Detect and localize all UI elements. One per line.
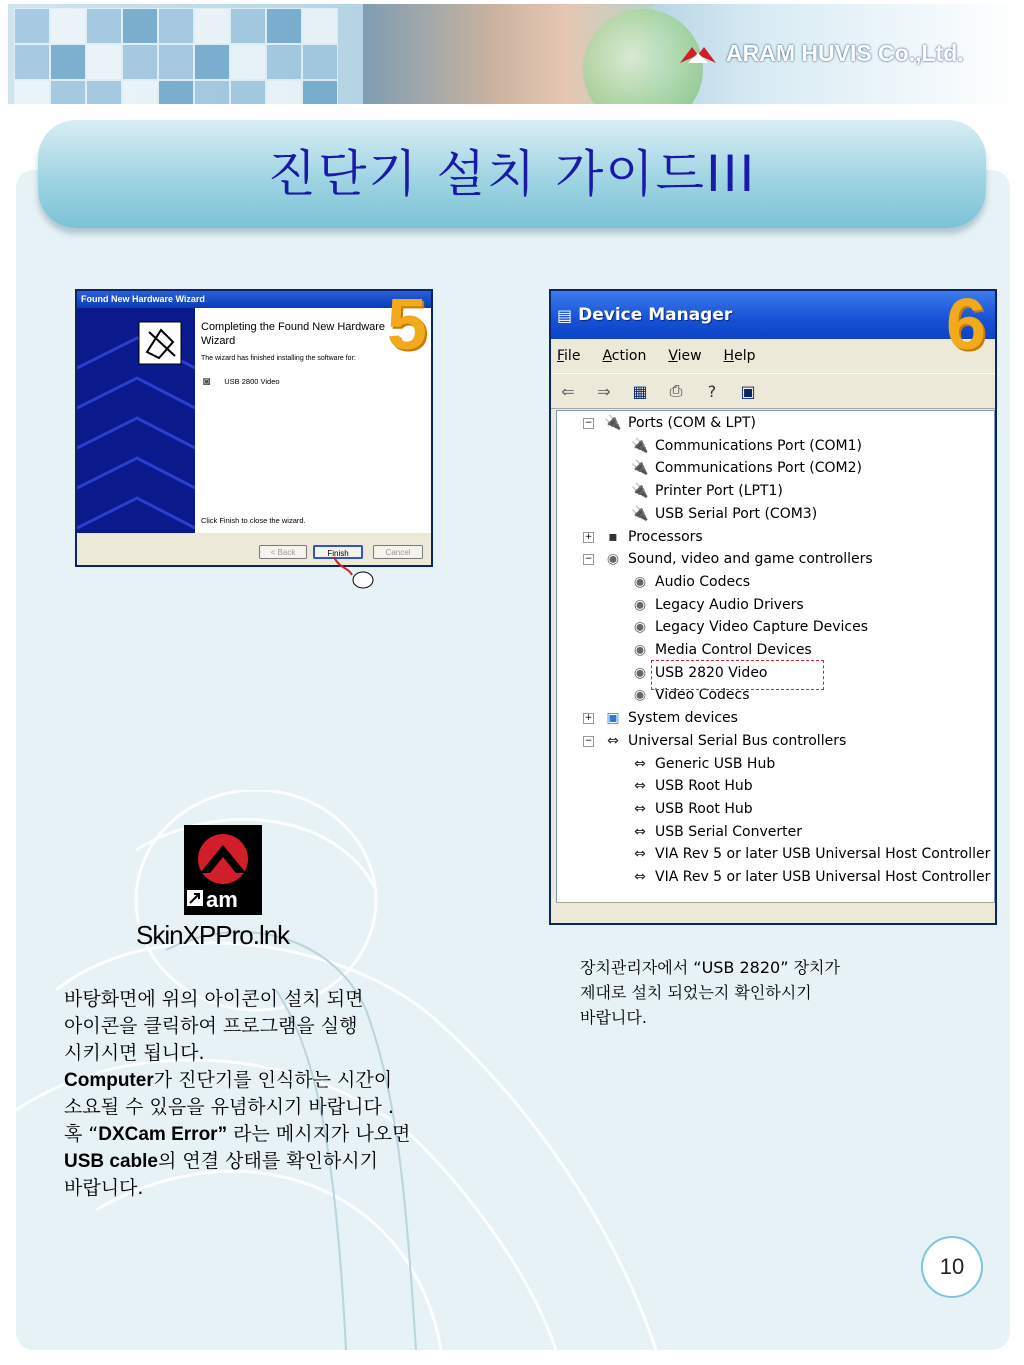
tree-item[interactable] <box>604 526 703 548</box>
wizard-side-graphic <box>77 308 195 533</box>
instruction-line: 소요될 수 있음을 유념하시기 바랍니다 . <box>64 1096 394 1118</box>
banner-tile <box>266 44 302 80</box>
tree-expander[interactable]: − <box>584 554 593 565</box>
instruction-line: 바랍니다. <box>64 1177 144 1199</box>
banner-tile <box>194 8 230 44</box>
instruction-line <box>64 1121 504 1148</box>
highlight-box <box>651 660 824 690</box>
tree-item-label: Printer Port (LPT1) <box>655 483 783 500</box>
instruction-line <box>64 1148 504 1175</box>
tree-item[interactable] <box>631 821 802 843</box>
usb-icon: ⇔ <box>634 846 646 863</box>
tree-item-label: VIA Rev 5 or later USB Universal Host Controller <box>655 846 991 863</box>
instruction-bold: DXCam Error” <box>98 1124 228 1145</box>
tree-item-label: USB Root Hub <box>655 800 753 817</box>
instruction-line: 시키시면 됩니다. <box>64 1042 205 1064</box>
menu-file[interactable]: File <box>557 348 581 364</box>
tree-item[interactable] <box>631 435 862 457</box>
banner-tile <box>86 44 122 80</box>
wizard-side-pattern <box>77 308 195 533</box>
tree-item[interactable] <box>604 412 756 434</box>
tree-item[interactable] <box>631 798 753 820</box>
menu-help[interactable]: Help <box>723 348 756 364</box>
print-icon[interactable]: ⎙ <box>669 381 683 400</box>
banner-tile <box>230 8 266 44</box>
tree-item-label: Ports (COM & LPT) <box>628 415 756 431</box>
tree-expander[interactable]: + <box>584 531 593 542</box>
tree-item-label: USB Serial Converter <box>655 823 802 840</box>
instruction-pre: 혹 “ <box>64 1123 99 1145</box>
instruction-text <box>64 986 504 1202</box>
tree-item[interactable] <box>631 480 783 502</box>
usb-icon: ⇔ <box>634 778 646 795</box>
page-title: 진단기 설치 가이드III <box>267 145 757 203</box>
banner-tile <box>122 44 158 80</box>
sound-icon: ◉ <box>633 687 647 704</box>
tree-item-label: Universal Serial Bus controllers <box>628 732 847 749</box>
sound-icon: ◉ <box>633 573 647 590</box>
back-arrow-icon[interactable]: ⇐ <box>561 381 575 401</box>
tree-expander[interactable]: + <box>584 713 593 724</box>
back-button[interactable]: < Back <box>259 545 307 559</box>
device-manager-note <box>580 955 960 1030</box>
help-icon[interactable]: ? <box>707 381 717 401</box>
shortcut-label: SkinXPPro.lnk <box>136 920 290 950</box>
device-manager-window <box>549 289 997 925</box>
cancel-button[interactable]: Cancel <box>373 545 423 559</box>
processor-icon: ▪ <box>608 528 618 545</box>
port-icon: 🔌 <box>604 415 622 431</box>
instruction-line: 바탕화면에 위의 아이콘이 설치 되면 <box>64 988 364 1010</box>
banner-tile <box>302 80 338 104</box>
sound-icon: ◉ <box>633 596 647 613</box>
banner-tile <box>86 8 122 44</box>
company-name: ARAM HUVIS Co.,Ltd. <box>726 40 964 66</box>
tree-item[interactable] <box>631 639 812 661</box>
tree-item-label: Processors <box>628 528 703 545</box>
usb-icon: ⇔ <box>634 869 646 885</box>
tree-item-label: Legacy Video Capture Devices <box>655 619 869 636</box>
instruction-rest: 의 연결 상태를 확인하시기 <box>157 1150 378 1172</box>
banner-tile <box>50 80 86 104</box>
tree-item[interactable] <box>631 775 753 797</box>
note-line: 바랍니다. <box>580 1008 647 1027</box>
forward-arrow-icon[interactable]: ⇒ <box>597 381 611 401</box>
page-number: 10 <box>921 1236 983 1298</box>
tree-item[interactable] <box>631 616 868 638</box>
step-number-6: 6 <box>946 285 987 365</box>
sound-icon: ◉ <box>633 642 647 658</box>
tree-item-label: USB Root Hub <box>655 778 753 795</box>
banner-tile <box>86 80 122 104</box>
banner-tile <box>158 44 194 80</box>
banner-tile <box>266 80 302 104</box>
wizard-finished-text: The wizard has finished installing the software for: <box>201 355 356 362</box>
step-number-5: 5 <box>387 285 428 365</box>
sound-icon: ◉ <box>606 551 620 568</box>
tree-item-label: VIA Rev 5 or later USB Universal Host Controller <box>655 869 991 885</box>
tree-item-label: Media Control Devices <box>655 642 812 658</box>
hardware-wizard-window <box>75 289 433 567</box>
toolbar <box>551 373 995 409</box>
instruction-line: 아이콘을 클릭하여 프로그램을 실행 <box>64 1015 358 1037</box>
finish-button[interactable]: Finish <box>313 545 363 559</box>
computer-icon: ▤ <box>557 305 573 325</box>
shortcut-icon-text: am <box>206 887 238 912</box>
tree-item[interactable] <box>631 866 990 888</box>
tree-item-label: USB Serial Port (COM3) <box>655 505 818 522</box>
device-manager-titlebar <box>551 291 995 339</box>
device-tree <box>556 410 995 903</box>
tree-item-label: Sound, video and game controllers <box>628 551 873 568</box>
tree-item[interactable] <box>631 594 804 616</box>
wizard-titlebar: Found New Hardware Wizard <box>77 291 431 308</box>
properties-icon[interactable]: ▦ <box>632 381 648 401</box>
company-logo-icon <box>678 43 718 65</box>
tree-item-label: USB 2820 Video <box>655 664 768 681</box>
banner-tile <box>122 8 158 44</box>
tree-item[interactable] <box>604 548 873 570</box>
tree-item[interactable] <box>631 753 775 775</box>
banner-tile <box>158 80 194 104</box>
menu-view[interactable]: View <box>668 348 702 364</box>
banner-tile <box>230 44 266 80</box>
banner-tile <box>302 44 338 80</box>
banner-tile <box>14 80 50 104</box>
tree-item-label: Video Codecs <box>655 687 750 704</box>
wizard-close-text: Click Finish to close the wizard. <box>201 516 306 525</box>
banner-tile <box>194 80 230 104</box>
aram-logo-icon <box>184 825 262 915</box>
camera-icon: ◙ <box>203 374 211 388</box>
tree-item-label: System devices <box>628 710 738 727</box>
banner-tile <box>50 44 86 80</box>
tree-item[interactable] <box>631 571 750 593</box>
header-banner <box>8 4 1019 104</box>
instruction-bold: USB cable <box>64 1151 158 1172</box>
menu-bar <box>551 339 995 373</box>
instruction-rest: 가 진단기를 인식하는 시간이 <box>153 1069 393 1091</box>
wizard-device-row <box>203 374 280 388</box>
usb-icon: ⇔ <box>607 732 619 749</box>
status-bar <box>556 902 995 919</box>
banner-tile <box>14 44 50 80</box>
tree-item-label: Audio Codecs <box>655 573 751 590</box>
tree-item-label: Legacy Audio Drivers <box>655 596 804 613</box>
banner-tile <box>266 8 302 44</box>
usb-icon: ⇔ <box>634 800 646 817</box>
wizard-heading: Completing the Found New Hardware Wizard <box>201 321 386 347</box>
menu-action[interactable]: Action <box>602 348 647 364</box>
tree-item[interactable] <box>604 707 738 729</box>
instruction-line <box>64 1067 504 1094</box>
scan-hardware-icon[interactable]: ▣ <box>740 381 756 401</box>
note-line: 장치관리자에서 “USB 2820” 장치가 <box>580 958 840 977</box>
tree-expander[interactable]: − <box>584 418 593 428</box>
banner-tile <box>302 8 338 44</box>
usb-icon: ⇔ <box>634 823 646 840</box>
note-line: 제대로 설치 되었는지 확인하시기 <box>580 983 812 1002</box>
port-icon: 🔌 <box>631 483 649 500</box>
skinxppro-shortcut-icon[interactable] <box>184 825 262 915</box>
tree-item[interactable] <box>631 843 990 865</box>
tree-item-label: Communications Port (COM2) <box>655 460 862 477</box>
system-icon: ▣ <box>606 710 620 727</box>
device-manager-title: Device Manager <box>578 305 733 325</box>
banner-tile <box>122 80 158 104</box>
tree-expander[interactable]: − <box>584 735 593 746</box>
tree-item[interactable] <box>631 503 817 525</box>
tree-item-label: Communications Port (COM1) <box>655 437 862 454</box>
port-icon: 🔌 <box>631 437 649 454</box>
tree-item[interactable] <box>604 730 846 752</box>
instruction-bold: Computer <box>64 1070 154 1091</box>
usb-icon: ⇔ <box>634 755 646 772</box>
port-icon: 🔌 <box>631 505 649 522</box>
tree-item[interactable] <box>631 457 862 479</box>
banner-tile <box>230 80 266 104</box>
company-brand <box>678 40 964 67</box>
banner-tile <box>50 8 86 44</box>
pointer-hand-icon <box>330 555 380 595</box>
title-bar <box>38 120 986 228</box>
banner-tile <box>14 8 50 44</box>
banner-tile <box>158 8 194 44</box>
banner-tile <box>194 44 230 80</box>
sound-icon: ◉ <box>633 664 647 681</box>
wizard-device-name: USB 2800 Video <box>224 376 280 386</box>
instruction-rest: 라는 메시지가 나오면 <box>227 1123 411 1145</box>
tree-item-label: Generic USB Hub <box>655 755 776 772</box>
sound-icon: ◉ <box>633 619 647 636</box>
port-icon: 🔌 <box>631 460 649 477</box>
